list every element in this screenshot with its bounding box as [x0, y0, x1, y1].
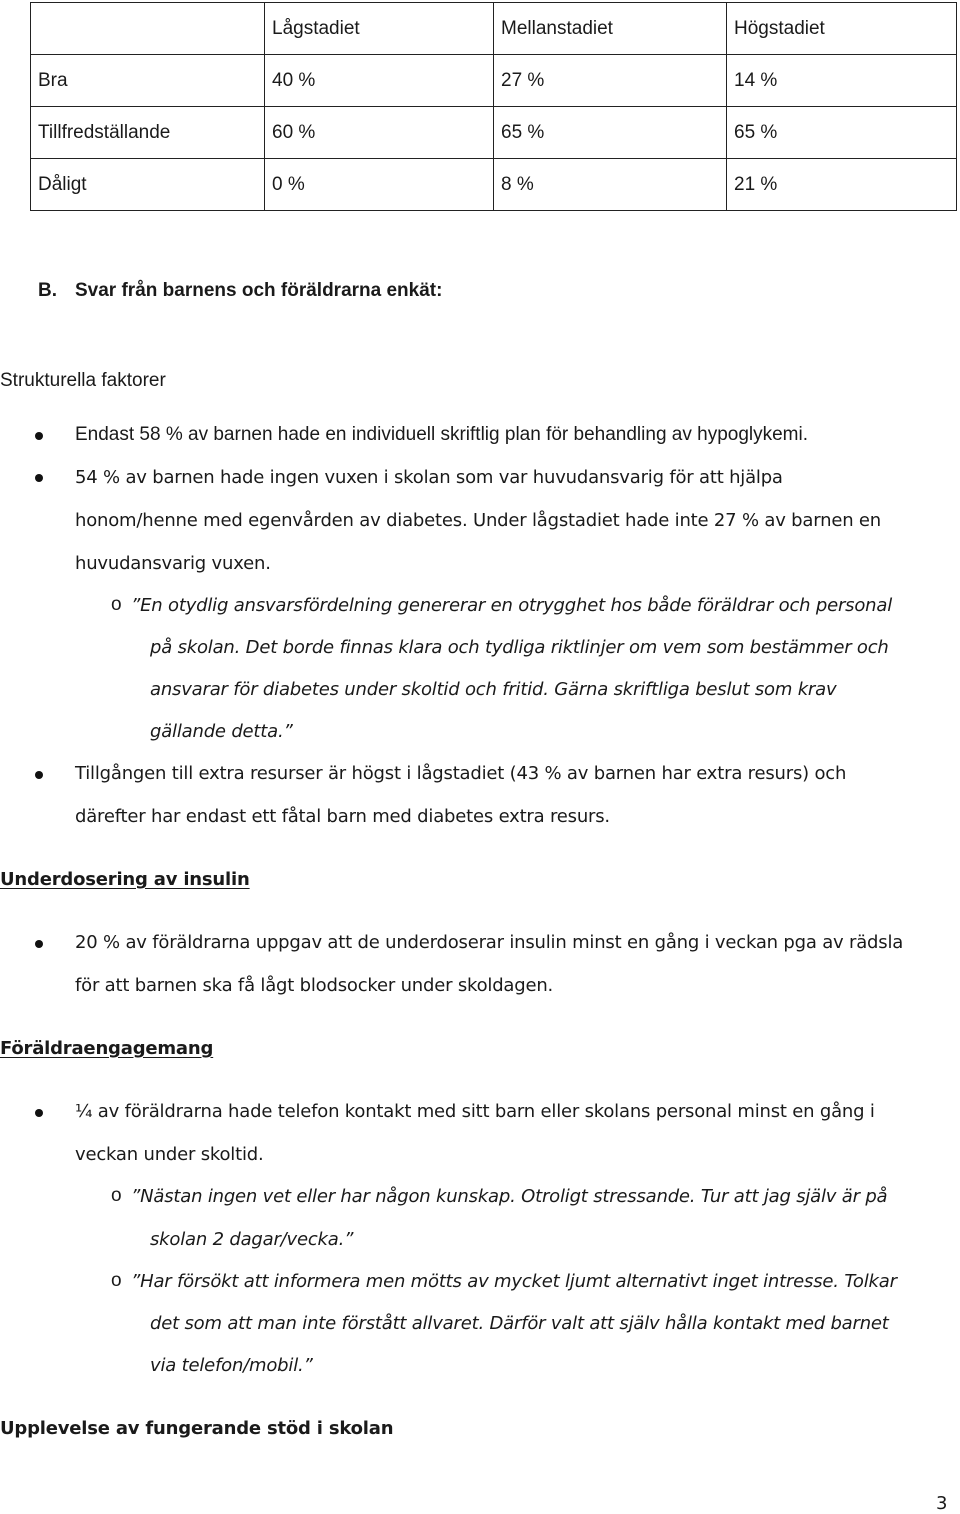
table-cell: Bra [31, 55, 265, 107]
quote-line: det som att man inte förstått allvaret. Därför valt att själv hålla kontakt med barnet [150, 1313, 889, 1334]
table-cell: 40 % [265, 55, 494, 107]
table-header-cell [31, 3, 265, 55]
paragraph-line: Tillgången till extra resurser är högst i lågstadiet (43 % av barnen har extra resurs) och [75, 763, 847, 784]
bullet-icon [35, 432, 43, 440]
table-cell: Dåligt [31, 159, 265, 211]
paragraph-line: Endast 58 % av barnen hade en individuell skriftlig plan för behandling av hypoglykemi. [75, 424, 809, 445]
results-table [30, 2, 957, 211]
paragraph-line: ¼ av föräldrarna hade telefon kontakt med sitt barn eller skolans personal minst en gång i [75, 1101, 875, 1122]
paragraph-line: 20 % av föräldrarna uppgav att de underdoserar insulin minst en gång i veckan pga av rädsla [75, 932, 904, 953]
paragraph-line: honom/henne med egenvården av diabetes. Under lågstadiet hade inte 27 % av barnen en [75, 510, 882, 531]
table-cell: 8 % [494, 159, 727, 211]
bullet-icon [35, 771, 43, 779]
table-row [31, 55, 957, 107]
paragraph-line: huvudansvarig vuxen. [75, 553, 271, 574]
table-row [31, 159, 957, 211]
section-heading: Underdosering av insulin [0, 869, 250, 890]
quote-line: via telefon/mobil.” [150, 1355, 313, 1376]
table-cell: 14 % [727, 55, 957, 107]
table-cell: 65 % [727, 107, 957, 159]
table-cell: 27 % [494, 55, 727, 107]
sub-bullet-icon: o [111, 594, 122, 615]
paragraph-line: veckan under skoltid. [75, 1144, 264, 1165]
quote-line: ”Nästan ingen vet eller har någon kunskap. Otroligt stressande. Tur att jag själv är på [131, 1186, 888, 1207]
section-heading: Upplevelse av fungerande stöd i skolan [0, 1418, 394, 1439]
quote-line: skolan 2 dagar/vecka.” [150, 1229, 354, 1250]
bullet-icon [35, 1109, 43, 1117]
table-cell: 65 % [494, 107, 727, 159]
table-cell: 0 % [265, 159, 494, 211]
sub-bullet-icon: o [111, 1185, 122, 1206]
table-header-cell: Mellanstadiet [494, 3, 727, 55]
section-heading: Föräldraengagemang [0, 1038, 214, 1059]
page-number: 3 [936, 1493, 948, 1514]
quote-line: ”Har försökt att informera men mötts av mycket ljumt alternativt inget intresse. Tolkar [131, 1271, 897, 1292]
table-header-row [31, 3, 957, 55]
table-row [31, 107, 957, 159]
paragraph-line: för att barnen ska få lågt blodsocker under skoldagen. [75, 975, 554, 996]
bullet-icon [35, 474, 43, 482]
bullet-icon [35, 940, 43, 948]
section-heading: Strukturella faktorer [0, 370, 166, 391]
table-header-cell: Lågstadiet [265, 3, 494, 55]
quote-line: ”En otydlig ansvarsfördelning genererar en otrygghet hos både föräldrar och personal [131, 595, 892, 616]
section-number: B. [38, 280, 57, 301]
paragraph-line: därefter har endast ett fåtal barn med diabetes extra resurs. [75, 806, 610, 827]
table-cell: 21 % [727, 159, 957, 211]
table-cell: Tillfredställande [31, 107, 265, 159]
quote-line: ansvarar för diabetes under skoltid och fritid. Gärna skriftliga beslut som krav [150, 679, 837, 700]
table-cell: 60 % [265, 107, 494, 159]
paragraph-line: 54 % av barnen hade ingen vuxen i skolan som var huvudansvarig för att hjälpa [75, 467, 783, 488]
section-title: Svar från barnens och föräldrarna enkät: [75, 280, 443, 301]
quote-line: gällande detta.” [150, 721, 293, 742]
quote-line: på skolan. Det borde finnas klara och tydliga riktlinjer om vem som bestämmer och [150, 637, 889, 658]
sub-bullet-icon: o [111, 1270, 122, 1291]
table-header-cell: Högstadiet [727, 3, 957, 55]
